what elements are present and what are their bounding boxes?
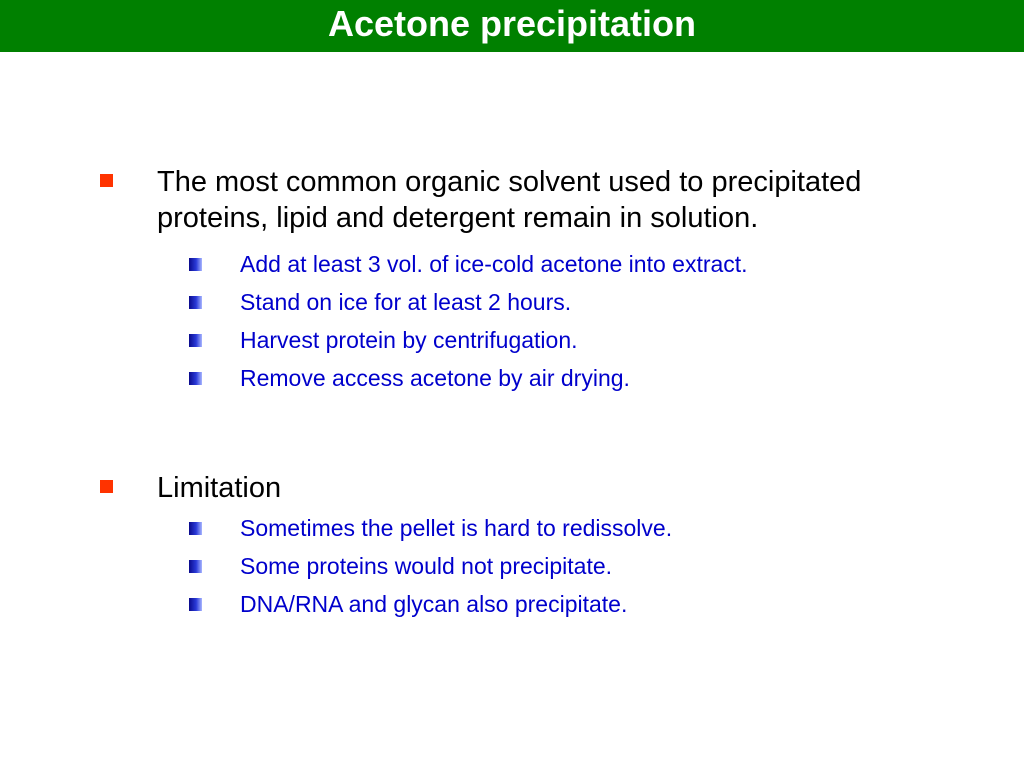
bullet-section-1 xyxy=(0,164,1024,397)
level2-text: Remove access acetone by air drying. xyxy=(240,365,630,391)
level2-bullet xyxy=(0,245,1024,283)
level2-text: Add at least 3 vol. of ice-cold acetone into extract. xyxy=(240,251,748,277)
level2-bullet xyxy=(0,547,1024,585)
level1-bullet xyxy=(0,164,1024,236)
gradient-square-bullet-icon xyxy=(189,258,202,271)
square-bullet-icon xyxy=(100,480,113,493)
level2-bullet xyxy=(0,321,1024,359)
square-bullet-icon xyxy=(100,174,113,187)
level2-bullet xyxy=(0,283,1024,321)
gradient-square-bullet-icon xyxy=(189,598,202,611)
gradient-square-bullet-icon xyxy=(189,372,202,385)
slide-title: Acetone precipitation xyxy=(327,3,697,44)
bullet-section-2 xyxy=(0,470,1024,623)
level2-text: Stand on ice for at least 2 hours. xyxy=(240,289,572,315)
gradient-square-bullet-icon xyxy=(189,334,202,347)
level2-bullet xyxy=(0,359,1024,397)
gradient-square-bullet-icon xyxy=(189,296,202,309)
level2-text: DNA/RNA and glycan also precipitate. xyxy=(240,591,628,617)
level2-text: Harvest protein by centrifugation. xyxy=(240,327,578,353)
level2-bullet xyxy=(0,585,1024,623)
level2-bullet xyxy=(0,509,1024,547)
level2-text: Some proteins would not precipitate. xyxy=(240,553,613,579)
level1-text: The most common organic solvent used to precipitated proteins, lipid and detergent remain in solution. xyxy=(157,166,862,234)
level1-text: Limitation xyxy=(157,472,282,504)
gradient-square-bullet-icon xyxy=(189,560,202,573)
level2-text: Sometimes the pellet is hard to redissolve. xyxy=(240,515,673,541)
gradient-square-bullet-icon xyxy=(189,522,202,535)
title-bar xyxy=(0,0,1024,52)
level1-bullet xyxy=(0,470,1024,506)
